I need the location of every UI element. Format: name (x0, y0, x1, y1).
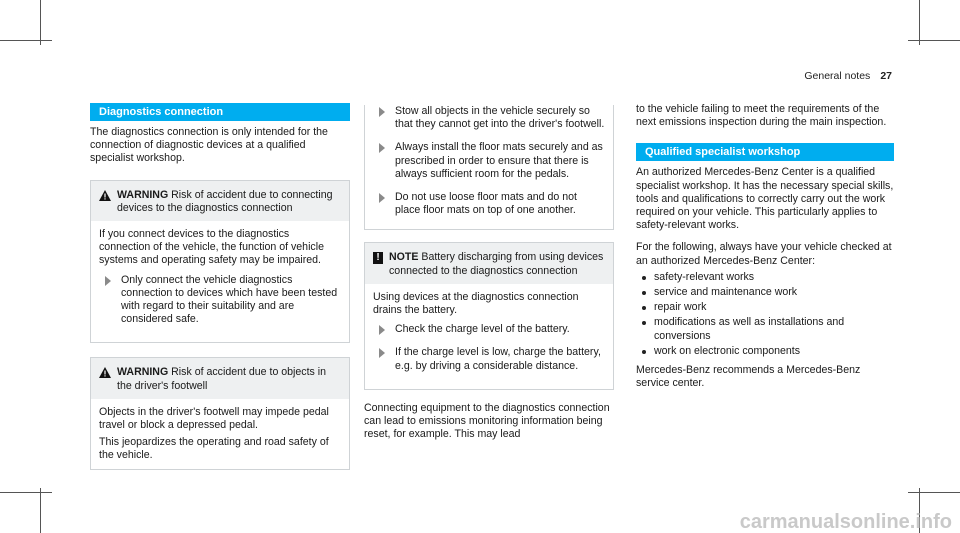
bullet-icon (642, 350, 646, 354)
list-item (642, 345, 894, 358)
paragraph: Mercedes-Benz recommends a Mercedes-Benz service center. (636, 364, 861, 390)
note-label: NOTE (389, 251, 419, 264)
step-text: If the charge level is low, charge the battery, e.g. by driving a considerable distance. (395, 346, 601, 372)
crop-mark (908, 492, 960, 493)
header-title: General notes (804, 70, 871, 82)
warning-continued-box (364, 105, 614, 230)
arrow-icon (379, 348, 385, 358)
list-item (642, 286, 894, 299)
crop-mark (0, 492, 52, 493)
note-icon: ! (373, 252, 383, 264)
note-box (364, 242, 614, 389)
list-item (642, 316, 894, 342)
warning-icon (99, 367, 111, 378)
outro-text: Connecting equipment to the diagnostics connection can lead to emissions monitoring information being reset, for example. This may lead (364, 401, 610, 441)
list-item-text: safety-relevant works (654, 270, 755, 283)
warning-body (91, 399, 349, 469)
arrow-icon (105, 276, 111, 286)
crop-mark (908, 40, 960, 41)
step-text: Do not use loose floor mats and do not place floor mats on top of one another. (395, 191, 577, 217)
column-1 (90, 103, 350, 470)
section-heading: Qualified specialist workshop (636, 143, 894, 161)
arrow-icon (379, 107, 385, 117)
list-item (642, 301, 894, 314)
warning-text: This jeopardizes the operating and road safety of the vehicle. (99, 436, 329, 462)
crop-mark (0, 40, 52, 41)
warning-text: Objects in the driver's footwell may impede pedal travel or block a depressed pedal. (99, 405, 329, 432)
arrow-icon (379, 143, 385, 153)
column-3 (636, 103, 894, 390)
arrow-icon (379, 193, 385, 203)
warning-body (91, 221, 349, 342)
step-item (373, 346, 605, 372)
paragraph: For the following, always have your vehicle checked at an authorized Mercedes-Benz Center: (636, 241, 892, 267)
warning-header (91, 358, 349, 398)
crop-mark (40, 0, 41, 45)
step-item (373, 191, 605, 217)
note-header (365, 243, 613, 283)
page-number: 27 (880, 70, 892, 82)
paragraph: An authorized Mercedes-Benz Center is a qualified specialist workshop. It has the necessary special skills, tools and qualifications to correctly carry out the work required on your vehicle. This particularly applies to safety-relevant works. (636, 166, 894, 232)
list-item-text: service and maintenance work (654, 286, 798, 299)
bullet-icon (642, 321, 646, 325)
note-body (365, 284, 613, 389)
bullet-list (636, 271, 894, 358)
bullet-icon (642, 306, 646, 310)
intro-text: The diagnostics connection is only intended for the connection of diagnostic devices at a qualified specialist workshop. (90, 126, 328, 165)
warning-title: Risk of accident due to connecting devices to the diagnostics connection (117, 188, 333, 214)
step-item (373, 141, 605, 181)
warning-title: Risk of accident due to objects in the driver's footwell (117, 366, 327, 392)
warning-label: WARNING (117, 366, 169, 379)
note-text: Using devices at the diagnostics connection drains the battery. (373, 290, 579, 317)
column-2 (364, 103, 614, 441)
list-item-text: modifications as well as installations and conversions (654, 316, 845, 342)
step-text: Only connect the vehicle diagnostics connection to devices which have been tested with regard to their suitability and are considered safe. (121, 273, 338, 326)
crop-mark (40, 488, 41, 533)
section-heading: Diagnostics connection (90, 103, 350, 121)
watermark: carmanualsonline.info (739, 510, 952, 533)
warning-label: WARNING (117, 188, 169, 201)
warning-box (90, 180, 350, 344)
warning-header (91, 181, 349, 221)
step-item (373, 105, 605, 131)
list-item-text: work on electronic components (654, 344, 801, 357)
continued-text: to the vehicle failing to meet the requirements of the next emissions inspection during the main inspection. (636, 103, 887, 129)
step-item (373, 323, 605, 336)
page-header (804, 70, 892, 83)
arrow-icon (379, 325, 385, 335)
step-text: Always install the floor mats securely and as prescribed in order to ensure that there is always sufficient room for the pedals. (395, 141, 603, 180)
warning-icon (99, 190, 111, 201)
list-item (642, 271, 894, 284)
bullet-icon (642, 276, 646, 280)
step-text: Stow all objects in the vehicle securely so that they cannot get into the driver's footwell. (395, 105, 605, 131)
warning-text: If you connect devices to the diagnostics connection of the vehicle, the function of vehicle systems and operating safety may be impaired. (99, 228, 324, 267)
list-item-text: repair work (654, 301, 707, 314)
bullet-icon (642, 291, 646, 295)
warning-box (90, 357, 350, 469)
step-text: Check the charge level of the battery. (395, 323, 570, 336)
note-title: Battery discharging from using devices connected to the diagnostics connection (389, 251, 604, 277)
step-item (99, 274, 341, 327)
crop-mark (919, 0, 920, 45)
